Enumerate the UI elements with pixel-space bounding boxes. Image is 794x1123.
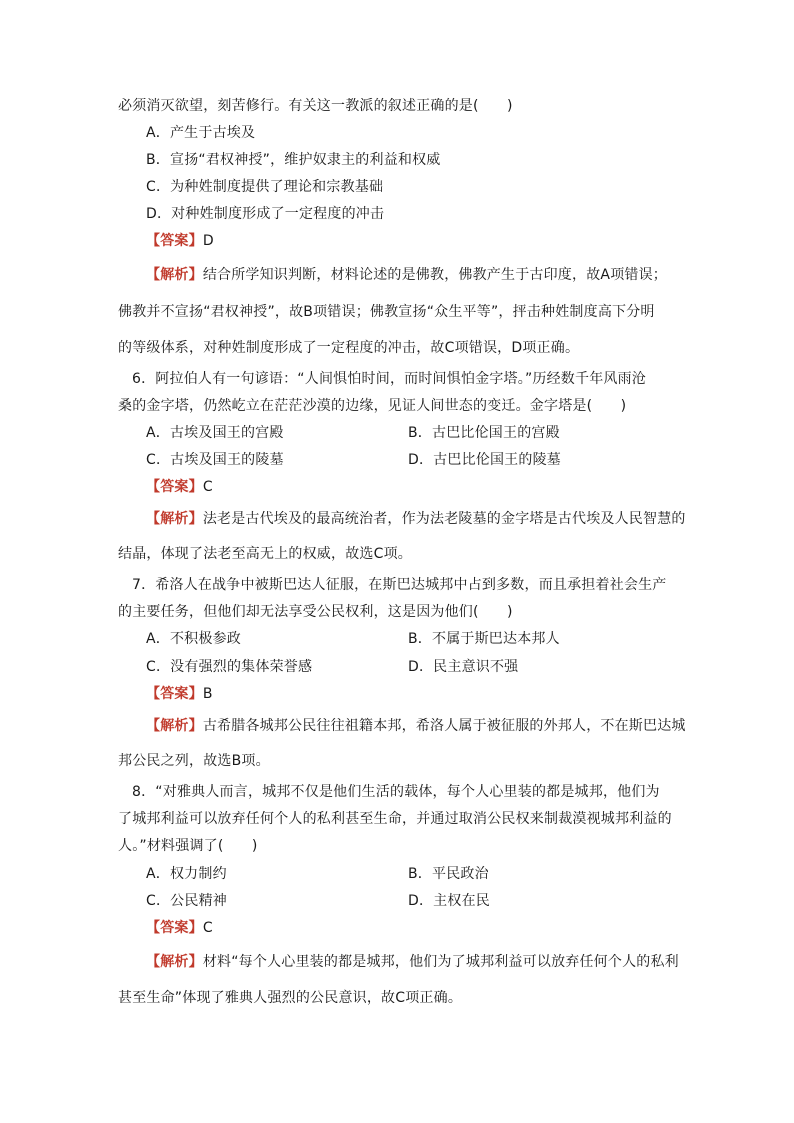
q7-analysis-line-2: 邦公民之列，故选B项。: [118, 753, 270, 769]
analysis-label: 【解析】: [146, 954, 203, 970]
q8-option-a: A．权力制约: [146, 866, 227, 882]
q7-option-b: B．不属于斯巴达本邦人: [408, 631, 560, 647]
q5-option-b: B．宣扬“君权神授”，维护奴隶主的利益和权威: [146, 152, 441, 168]
q8-stem-line-1: 8．“对雅典人而言，城邦不仅是他们生活的载体，每个人心里装的都是城邦，他们为: [132, 784, 660, 800]
analysis-label: 【解析】: [146, 718, 203, 734]
q5-analysis-line-1: [146, 265, 706, 285]
q8-answer: [146, 918, 706, 938]
q7-stem-line-1: 7．希洛人在战争中被斯巴达人征服，在斯巴达城邦中占到多数，而且承担着社会生产: [132, 577, 667, 593]
q6-analysis-line-1: [146, 509, 706, 529]
q5-option-d: D．对种姓制度形成了一定程度的冲击: [146, 206, 385, 222]
q5-stem: 必须消灭欲望，刻苦修行。有关这一教派的叙述正确的是( ): [118, 98, 513, 114]
analysis-label: 【解析】: [146, 511, 203, 527]
q5-option-c: C．为种姓制度提供了理论和宗教基础: [146, 179, 384, 195]
q8-option-c: C．公民精神: [146, 893, 227, 909]
q8-stem-line-3: 人。”材料强调了( ): [118, 838, 258, 854]
q5-option-a: A．产生于古埃及: [146, 125, 256, 141]
q8-option-b: B．平民政治: [408, 866, 489, 882]
answer-value: C: [202, 920, 213, 936]
q7-option-a: A．不积极参政: [146, 631, 241, 647]
q8-analysis-line-2: 甚至生命”体现了雅典人强烈的公民意识，故C项正确。: [118, 990, 463, 1006]
answer-value: D: [202, 233, 214, 249]
q8-analysis-line-1: [146, 952, 706, 972]
q6-option-a: A．古埃及国王的宫殿: [146, 425, 284, 441]
q8-stem-line-2: 了城邦利益可以放弃任何个人的私利甚至生命，并通过取消公民权来制裁漠视城邦利益的: [118, 811, 672, 827]
q5-analysis-line-3: 的等级体系，对种姓制度形成了一定程度的冲击，故C项错误，D项正确。: [118, 340, 580, 356]
answer-value: C: [202, 479, 213, 495]
answer-label: 【答案】: [146, 233, 203, 249]
q7-analysis-line-1: [146, 716, 706, 736]
answer-label: 【答案】: [146, 686, 203, 702]
q6-option-d: D．古巴比伦国王的陵墓: [408, 452, 561, 468]
q5-answer: [146, 231, 706, 251]
answer-value: B: [202, 686, 213, 702]
analysis-text: 古希腊各城邦公民往往祖籍本邦，希洛人属于被征服的外邦人，不在斯巴达城: [202, 718, 686, 734]
q7-answer: [146, 684, 706, 704]
analysis-text: 法老是古代埃及的最高统治者，作为法老陵墓的金字塔是古代埃及人民智慧的: [202, 511, 686, 527]
q6-stem-line-2: 桑的金字塔，仍然屹立在茫茫沙漠的边缘，见证人间世态的变迁。金字塔是( ): [118, 398, 627, 414]
analysis-text: 材料“每个人心里装的都是城邦，他们为了城邦利益可以放弃任何个人的私利: [202, 954, 679, 970]
q5-analysis-line-2: 佛教并不宣扬“君权神授”，故B项错误；佛教宣扬“众生平等”，抨击种姓制度高下分明: [118, 304, 655, 320]
q6-stem-line-1: 6．阿拉伯人有一句谚语：“人间惧怕时间，而时间惧怕金字塔。”历经数千年风雨沧: [132, 371, 647, 387]
answer-label: 【答案】: [146, 479, 203, 495]
analysis-label: 【解析】: [146, 267, 203, 283]
q6-option-c: C．古埃及国王的陵墓: [146, 452, 284, 468]
q6-analysis-line-2: 结晶，体现了法老至高无上的权威，故选C项。: [118, 546, 412, 562]
answer-label: 【答案】: [146, 920, 203, 936]
q8-option-d: D．主权在民: [408, 893, 490, 909]
q6-answer: [146, 477, 706, 497]
analysis-text: 结合所学知识判断，材料论述的是佛教，佛教产生于古印度，故A项错误；: [202, 267, 667, 283]
q7-stem-line-2: 的主要任务，但他们却无法享受公民权利，这是因为他们( ): [118, 604, 513, 620]
q7-option-d: D．民主意识不强: [408, 659, 519, 675]
q7-option-c: C．没有强烈的集体荣誉感: [146, 659, 313, 675]
q6-option-b: B．古巴比伦国王的宫殿: [408, 425, 560, 441]
